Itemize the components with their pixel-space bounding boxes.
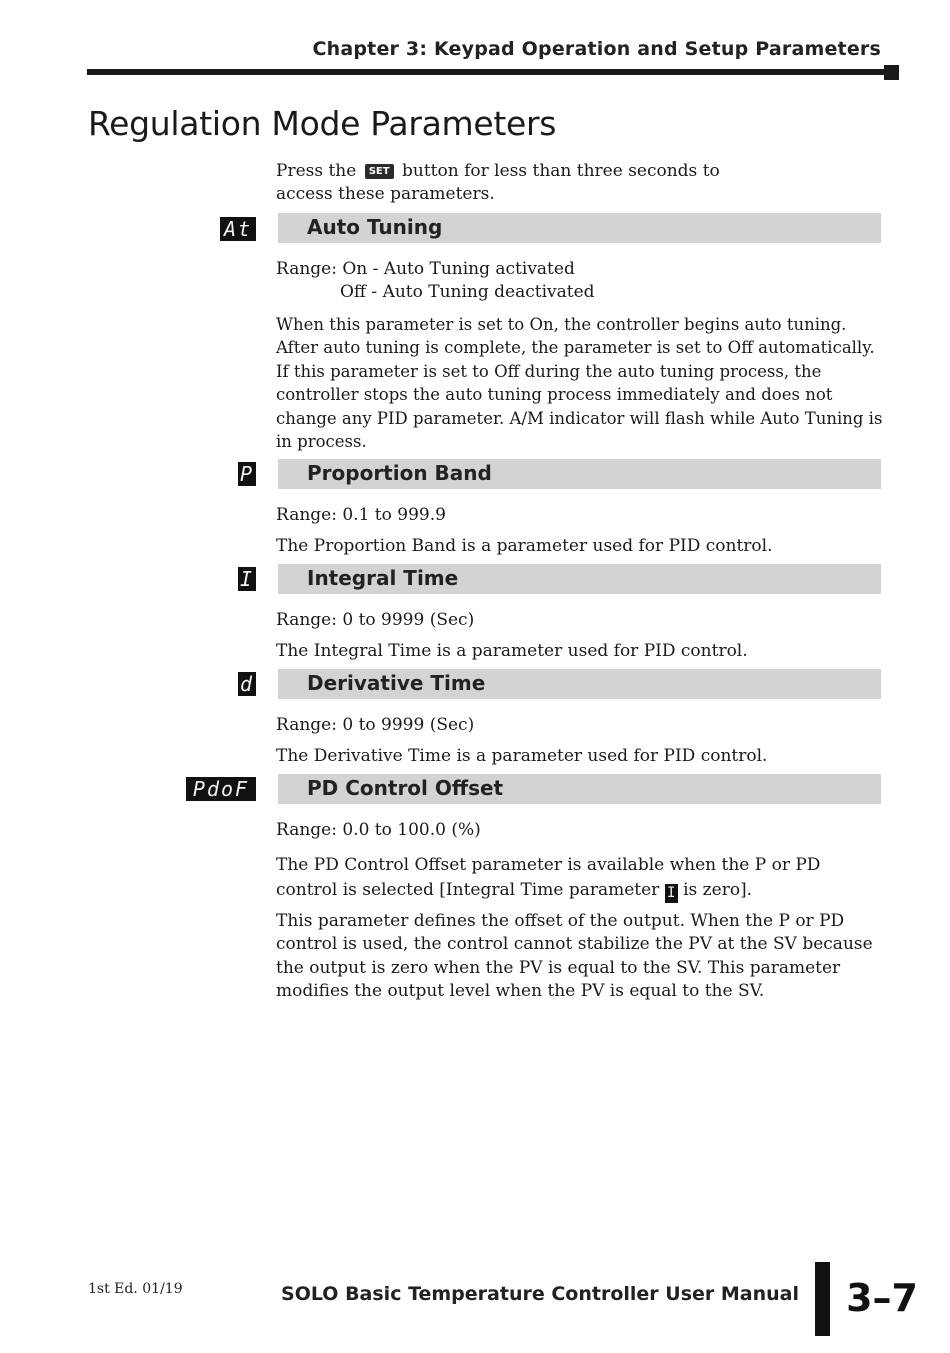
- section-title-integral-time: Integral Time: [307, 566, 459, 590]
- description-integral-time: The Integral Time is a parameter used for PID control.: [276, 641, 748, 661]
- description-proportion-band: The Proportion Band is a parameter used for PID control.: [276, 536, 773, 556]
- range-derivative-time: Range: 0 to 9999 (Sec): [276, 715, 475, 735]
- section-bar-auto-tuning: [278, 213, 881, 243]
- section-bar-proportion-band: [278, 459, 881, 489]
- description-pd-control-offset: [276, 853, 836, 903]
- description-derivative-time: The Derivative Time is a parameter used for PID control.: [276, 746, 768, 766]
- description-pd-offset-detail: This parameter defines the offset of the output. When the P or PD control is used, the control cannot stabilize the PV at the SV because the output is zero when the PV is equal to the SV. This parameter modifies the output level when the PV is equal to the SV.: [276, 911, 873, 1002]
- integral-time-code-icon: I: [665, 884, 678, 903]
- intro-paragraph: [276, 160, 776, 207]
- intro-after: button for less than three seconds to access these parameters.: [276, 161, 720, 205]
- range-line-on: Range: On - Auto Tuning activated: [276, 259, 575, 279]
- range-proportion-band: Range: 0.1 to 999.9: [276, 505, 446, 525]
- header-rule: [87, 69, 884, 75]
- lcd-code-p: P: [239, 462, 255, 486]
- lcd-code-d: d: [239, 672, 255, 696]
- section-bar-derivative-time: [278, 669, 881, 699]
- section-title-pd-control-offset: PD Control Offset: [307, 776, 504, 800]
- footer-manual-title: SOLO Basic Temperature Controller User Manual: [281, 1283, 799, 1305]
- page-number: 3–7: [846, 1276, 918, 1320]
- set-key-icon: SET: [365, 164, 394, 179]
- section-title-derivative-time: Derivative Time: [307, 671, 486, 695]
- section-bar-pd-control-offset: [278, 774, 881, 804]
- lcd-code-pdof: PdoF: [186, 777, 256, 801]
- page-title: Regulation Mode Parameters: [88, 104, 557, 143]
- footer-bar: [815, 1262, 830, 1336]
- range-line-off: Off - Auto Tuning deactivated: [340, 282, 595, 303]
- lcd-code-at: At: [220, 217, 256, 241]
- chapter-header: Chapter 3: Keypad Operation and Setup Parameters: [312, 38, 881, 60]
- lcd-code-i: I: [239, 567, 255, 591]
- range-integral-time: Range: 0 to 9999 (Sec): [276, 610, 475, 630]
- range-auto-tuning: [276, 258, 886, 305]
- section-title-auto-tuning: Auto Tuning: [307, 215, 443, 239]
- footer-edition: 1st Ed. 01/19: [88, 1281, 183, 1297]
- header-rule-block: [884, 65, 899, 80]
- intro-before: Press the: [276, 161, 357, 181]
- section-title-proportion-band: Proportion Band: [307, 461, 492, 485]
- range-pd-control-offset: Range: 0.0 to 100.0 (%): [276, 820, 481, 840]
- pd-offset-text-part2: is zero].: [683, 880, 753, 900]
- pd-offset-text-part1: The PD Control Offset parameter is available when the P or PD control is selected [Integral Time parameter: [276, 855, 821, 900]
- section-bar-integral-time: [278, 564, 881, 594]
- description-auto-tuning: When this parameter is set to On, the controller begins auto tuning. After auto tuning is complete, the parameter is set to Off automatically. If this parameter is set to Off during the auto tuning process, the controller stops the auto tuning process immediately and does not change any PID parameter. A/M indicator will flash while Auto Tuning is in process.: [276, 315, 883, 452]
